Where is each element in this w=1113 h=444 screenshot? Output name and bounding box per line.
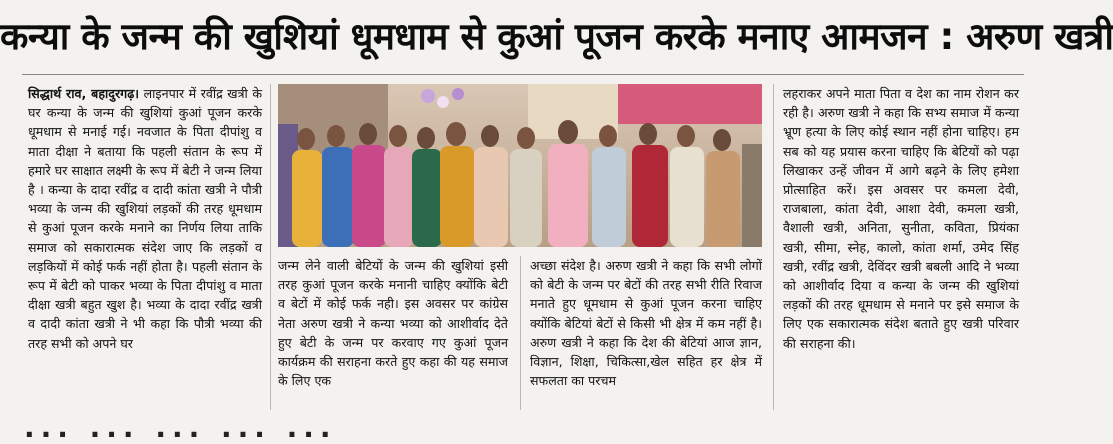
dateline: सिद्धार्थ राव, बहादुरगढ़। (28, 86, 140, 101)
column-1-text: लाइनपार में रवींद्र खत्री के घर कन्या के जन्म की खुशियां कुआं पूजन करके धूमधाम से मनाई गई। नवजात के पिता दीपांशु व माता दीक्षा ने बताया कि पहली संतान के रूप में हमारे घर साक्षात लक्ष्मी के रूप में बेटी ने जन्म लिया है । कन्या के दादा रवींद्र व दादी कांता खत्री ने पौत्री भव्या के जन्म की खुशियां लड़कों की तरह धूमधाम से कुआं पूजन करके मनाने का निर्णय लिया ताकि समाज को सकारात्मक संदेश जाए कि लड़कों व लड़कियों में कोई फर्क नहीं होता है। पहली संतान के रूप में बेटी को पाकर भव्या के पिता दीपांशु व माता दीक्षा खत्री बहुत खुश है। भव्या के दादा रवींद्र खत्री व दादी कांता खत्री ने भी कहा कि पौत्री भव्या की तरह सभी को अपने घर (28, 86, 263, 351)
next-article-headline-cropped (0, 411, 1044, 444)
article-column-2: जन्म लेने वाली बेटियों के जन्म की खुशियां इसी तरह कुआं पूजन करके मनानी चाहिए क्योंकि बेटी व बेटों में कोई फर्क नही। इस अवसर पर कांग्रेस नेता अरुण खत्री ने कन्या भव्या को आशीर्वाद देते हुए बेटी के जन्म पर करवाए गए कुआं पूजन कार्यक्रम की सराहना करते हुए कहा की यह समाज के लिए एक (278, 258, 508, 389)
article-headline: कन्या के जन्म की खुशियां धूमधाम से कुआं पूजन करके मनाए आमजन : अरुण खत्री (0, 15, 1113, 58)
next-headline-text: ... ... ... ... ... (24, 411, 337, 444)
article-column-3: अच्छा संदेश है। अरुण खत्री ने कहा कि सभी लोगों को बेटी के जन्म पर बेटों की तरह सभी रीति रिवाज मनाते हुए धूमधाम से कुआं पूजन करना चाहिए क्योंकि बेटियां बेटों से किसी भी क्षेत्र में कम नहीं है। अरुण खत्री ने कहा कि देश की बेटियां आज ज्ञान, विज्ञान, शिक्षा, चिकित्सा,खेल सहित हर क्षेत्र में सफलता का परचम (530, 258, 762, 389)
article-column-1 (28, 84, 262, 353)
article-column-4: लहराकर अपने माता पिता व देश का नाम रोशन कर रही है। अरुण खत्री ने कहा कि सभ्य समाज में कन्या भ्रूण हत्या के लिए कोई स्थान नहीं होना चाहिए। हम सब को यह प्रयास करना चाहिए कि बेटियों को पढ़ा लिखाकर उन्हें जीवन में आगे बढ़ने के लिए हमेशा प्रोत्साहित करें। इस अवसर पर कमला देवी, राजबाला, कांता देवी, आशा देवी, कमला खत्री, वैशाली खत्री, अनिता, सुनीता, कविता, प्रियंका खत्री, सीमा, स्नेह, कालो, कांता शर्मा, उमेद सिंह खत्री, रवींद्र खत्री, देविंदर खत्री बबली आदि ने भव्या को आशीर्वाद दिया व कन्या के जन्म की खुशियां लड़कों की तरह धूमधाम से मनाने पर इसे समाज के लिए एक सकारात्मक संदेश बताते हुए खत्री परिवार की सराहना की। (783, 86, 1019, 351)
column-divider (270, 84, 271, 410)
column-divider (773, 84, 774, 410)
column-divider (520, 256, 521, 410)
headline-rule (22, 74, 1024, 75)
news-photo (278, 84, 762, 247)
